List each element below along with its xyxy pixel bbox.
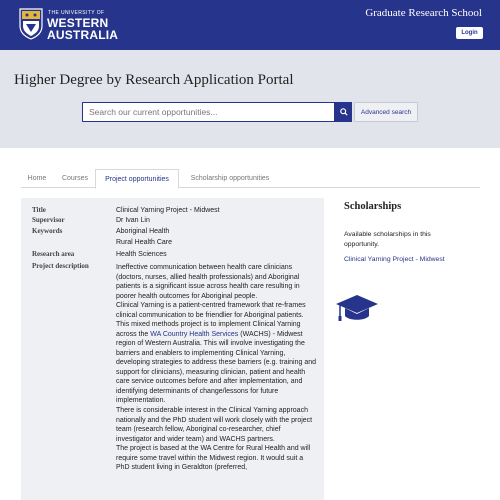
scholarship-link[interactable]: Clinical Yarning Project - Midwest [344,256,445,263]
research-area-label: Research area [32,250,75,258]
tab-project-opportunities[interactable]: Project opportunities [95,169,179,189]
supervisor-label: Supervisor [32,216,65,224]
school-name: Graduate Research School [365,7,482,19]
university-name-line2: WESTERN [47,16,109,30]
graduation-cap-icon [335,293,379,323]
page-title: Higher Degree by Research Application Portal [14,72,294,88]
supervisor-value: Dr Ivan Lin [116,217,150,224]
advanced-search-button[interactable]: Advanced search [354,102,418,122]
top-bar [0,0,500,50]
search-button[interactable] [335,102,352,122]
scholarships-heading: Scholarships [344,201,402,212]
hero-section [0,50,500,148]
login-button[interactable]: Login [456,27,483,39]
research-area-value: Health Sciences [116,251,167,258]
crest-icon [19,8,43,40]
keyword-item: Aboriginal Health [116,228,170,235]
description-paragraph: There is considerable interest in the Clinical Yarning approach nationally and the PhD student will work closely with the project team (research fellow, Aboriginal co-researcher, chief investigator and wider team) and WACHS partners. [116,406,313,443]
keyword-item: Rural Health Care [116,239,173,246]
tab-scholarship-opportunities[interactable]: Scholarship opportunities [190,175,270,182]
search-input[interactable] [82,102,335,122]
description-paragraph: The project is based at the WA Centre for Rural Health and will require some travel within the Midwest region. It would suit a PhD student living in Geraldton (preferred, [116,445,311,472]
description-label: Project description [32,262,89,270]
project-details-panel [21,198,324,500]
description-paragraph: Ineffective communication between health care clinicians (doctors, nurses, allied health professionals) and Aboriginal patients is a significant issue across health care resulting in poorer health outcomes for Aboriginal people. [116,264,300,300]
university-logo[interactable] [19,8,119,42]
university-name-line1: THE UNIVERSITY OF [48,10,105,16]
keywords-label: Keywords [32,227,63,235]
search-icon [340,108,348,116]
project-description [116,263,316,473]
tab-home[interactable]: Home [27,175,47,182]
wa-country-health-link[interactable]: WA Country Health Services [150,330,239,338]
description-paragraph: Clinical Yarning is a patient-centred framework that re-frames clinical communication to be friendlier for Aboriginal patients. This mixed methods project is to implement Clinical Yarning across the WA Country Health Services (WACHS) - Midwest region of Western Australia. This will involve investigating the barriers and enablers to implementing Clinical Yarning, developing strategies to address these barriers (e.g. training and support for clinicians), measuring clinician, patient and health care service outcomes before and after implementation, and identifying determinants of change/lessons for future implementation. [116,302,317,405]
title-label: Title [32,206,46,214]
university-name-line3: AUSTRALIA [47,28,119,42]
scholarships-text: Available scholarships in this opportunity. [344,231,431,248]
tab-courses[interactable]: Courses [61,175,89,182]
tab-bar [21,169,480,188]
title-value: Clinical Yarning Project - Midwest [116,207,220,214]
